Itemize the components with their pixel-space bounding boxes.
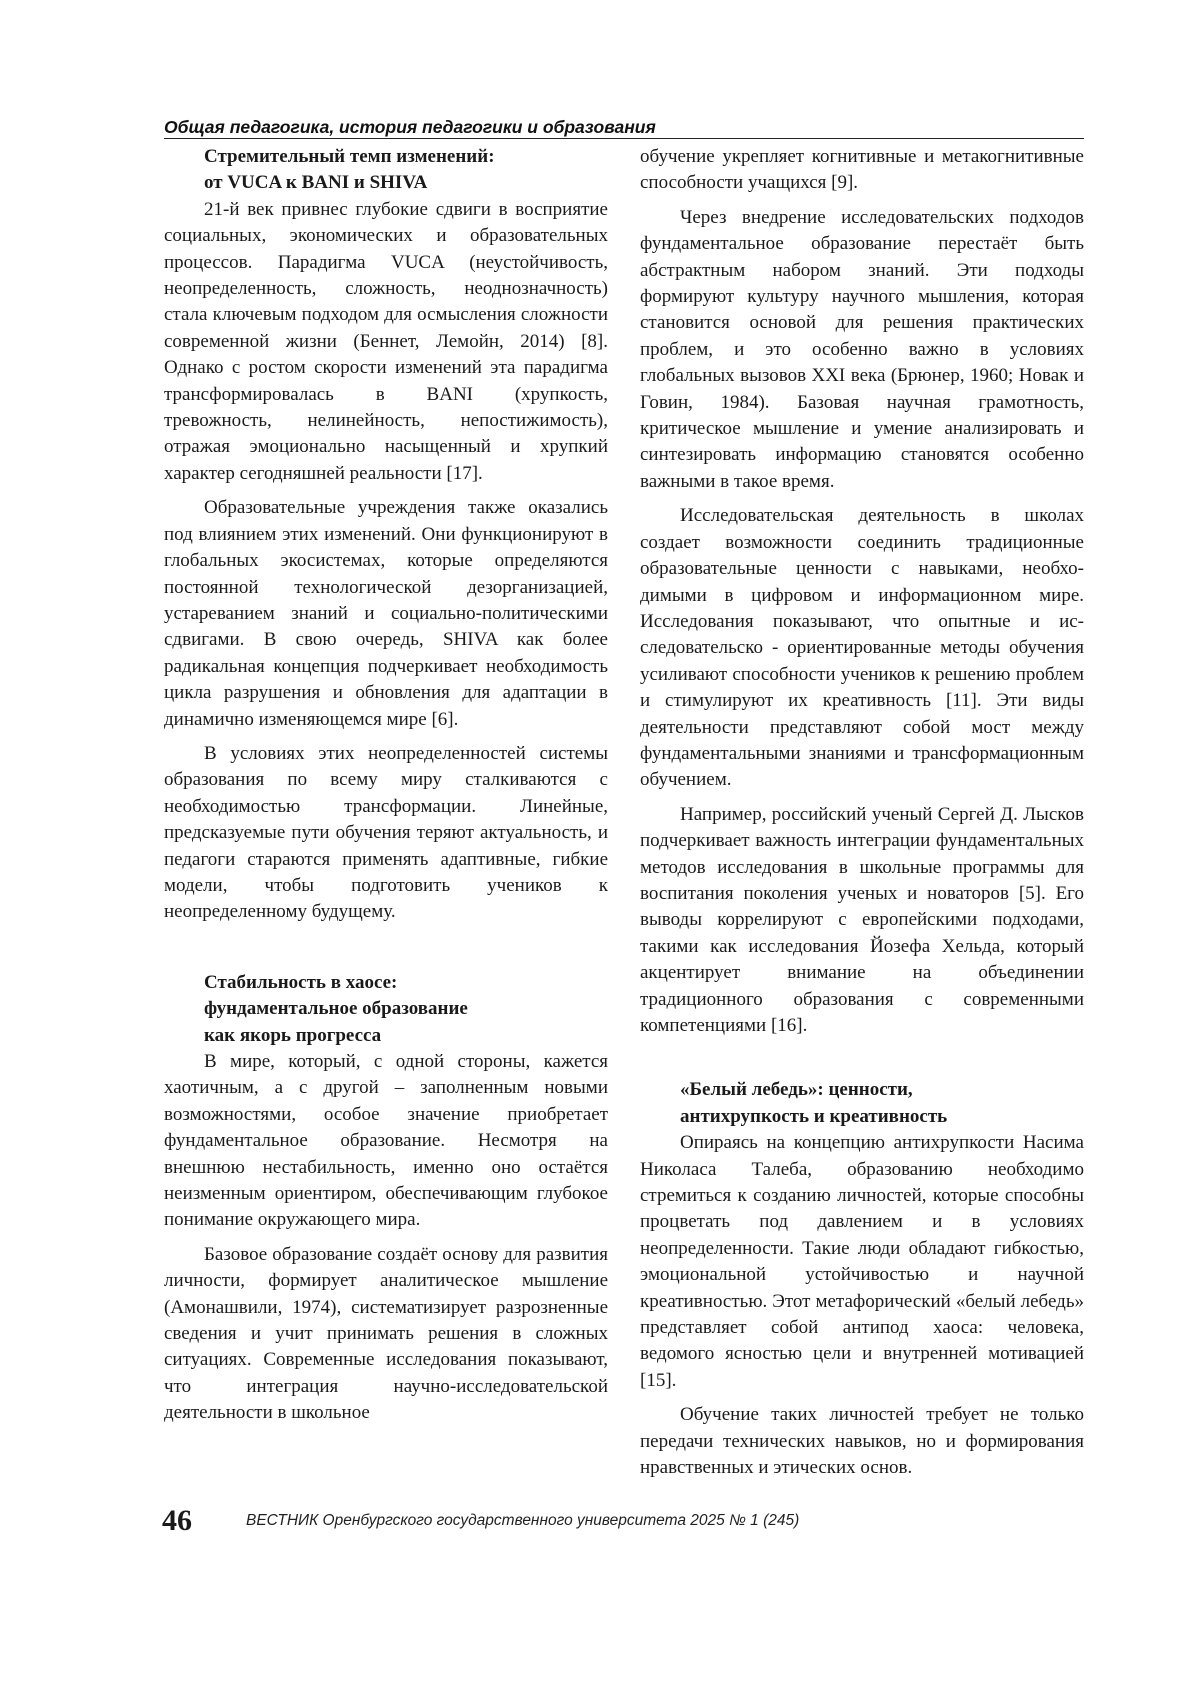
heading-line: «Белый лебедь»: ценности, (680, 1079, 913, 1101)
right-column (640, 144, 1084, 1490)
section-heading-vuca (164, 144, 608, 197)
heading-line: от VUCA к BANI и SHIVA (204, 172, 428, 194)
section-heading-white-swan (640, 1077, 1084, 1130)
journal-footer: ВЕСТНИК Оренбургского государственного университета 2025 № 1 (245) (246, 1512, 800, 1529)
section-heading-stability (164, 970, 608, 1049)
paragraph: 21-й век привнес глубокие сдвиги в восприятие социальных, экономических и образовательных процессов. Парадигма VUCA (неустойчивость, неопределенность, сложность, неоднозначность) стала ключевым подходом для осмысления сложности современной жизни (Беннет, Лемойн, 2014) [8]. Однако с ростом скорости изменений эта парадигма трансформировалась в BANI (хрупкость, тревожность, нелинейность, непостижимость), отражая эмоционально насыщенный и хрупкий характер сегодняшней реальности [17]. (164, 198, 608, 484)
heading-line: антихрупкость и креативность (680, 1105, 948, 1127)
paragraph: Образовательные учреждения также оказались под влиянием этих изменений. Они функционируют в глобальных экосистемах, которые определяются постоянной технологической дезорганизацией, устареванием знаний и социально-политическими сдвигами. В свою очередь, SHIVA как более радикальная концепция подчеркивает необходимость цикла разрушения и обновления для адаптации в динамично изменяющемся мире [6]. (164, 497, 608, 730)
running-title: Общая педагогика, история педагогики и образования (164, 117, 656, 137)
paragraph-continued: обучение укрепляет когнитивные и метакогнитивные способности учащихся [9]. (640, 146, 1084, 194)
page-number: 46 (162, 1504, 192, 1537)
heading-line: как якорь прогресса (204, 1024, 382, 1046)
paragraph: Исследовательская деятельность в школах создает возможности соединить традиционные образовательные ценности с навыками, необходимыми в цифровом и информационном мире. Исследования показывают, что опытные и исследовательско - ориентированные методы обучения усиливают способности учеников к решению проблем и стимулируют их креативность [11]. Эти виды деятельности представляют собой мост между фундаментальными знаниями и трансформационным обучением. (640, 505, 1084, 791)
paragraph: Опираясь на концепцию антихрупкости Насима Николаса Талеба, образованию необходимо стремиться к созданию личностей, которые способны процветать под давлением и в условиях неопределенности. Такие люди обладают гибкостью, эмоциональной устойчивостью и научной креативностью. Этот метафорический «белый лебедь» представляет собой антипод хаоса: человека, ведомого ясностью цели и внутренней мотивацией [15]. (640, 1132, 1084, 1391)
heading-line: Стремительный темп изменений: (204, 146, 495, 167)
paragraph: Через внедрение исследовательских подходов фундаментальное образование перестаёт быть абстрактным набором знаний. Эти подходы формируют культуру научного мышления, которая становится основой для решения практических проблем, и это особенно важно в условиях глобальных вызовов XXI века (Брюнер, 1960; Новак и Говин, 1984). Базовая научная грамотность, критическое мышление и умение анализировать и синтезировать информацию становятся особенно важными в такое время. (640, 206, 1084, 492)
paragraph: Например, российский ученый Сергей Д. Лысков подчеркивает важность интеграции фундаментальных методов исследования в школьные программы для воспитания поколения ученых и новаторов [5]. Его выводы коррелируют с европейскими подходами, такими как исследования Йозефа Хельда, который акцентирует внимание на объединении традиционного образования с современными компетенциями [16]. (640, 803, 1084, 1036)
paragraph: В условиях этих неопределенностей системы образования по всему миру сталкиваются с необходимостью трансформации. Линейные, предсказуемые пути обучения теряют актуальность, и педагоги стараются применять адаптивные, гибкие модели, чтобы подготовить учеников к неопределенному будущему. (164, 742, 608, 923)
header-rule (164, 138, 1084, 139)
paragraph: Обучение таких личностей требует не только передачи технических навыков, но и формирования нравственных и этических основ. (640, 1404, 1084, 1479)
heading-line: фундаментальное образование (204, 998, 468, 1020)
paragraph: В мире, который, с одной стороны, кажется хаотичным, а с другой – заполненным новыми возможностями, особое значение приобретает фундаментальное образование. Несмотря на внешнюю нестабильность, именно оно остаётся неизменным ориентиром, обеспечивающим глубокое понимание окружающего мира. (164, 1051, 608, 1231)
paragraph: Базовое образование создаёт основу для развития личности, формирует аналитическое мышление (Амонашвили, 1974), систематизирует разрозненные сведения и учит принимать решения в сложных ситуациях. Современные исследования показывают, что интеграция научно-исследовательской деятельности в школьное (164, 1243, 608, 1424)
left-column (164, 144, 608, 1435)
heading-line: Стабильность в хаосе: (204, 971, 398, 993)
